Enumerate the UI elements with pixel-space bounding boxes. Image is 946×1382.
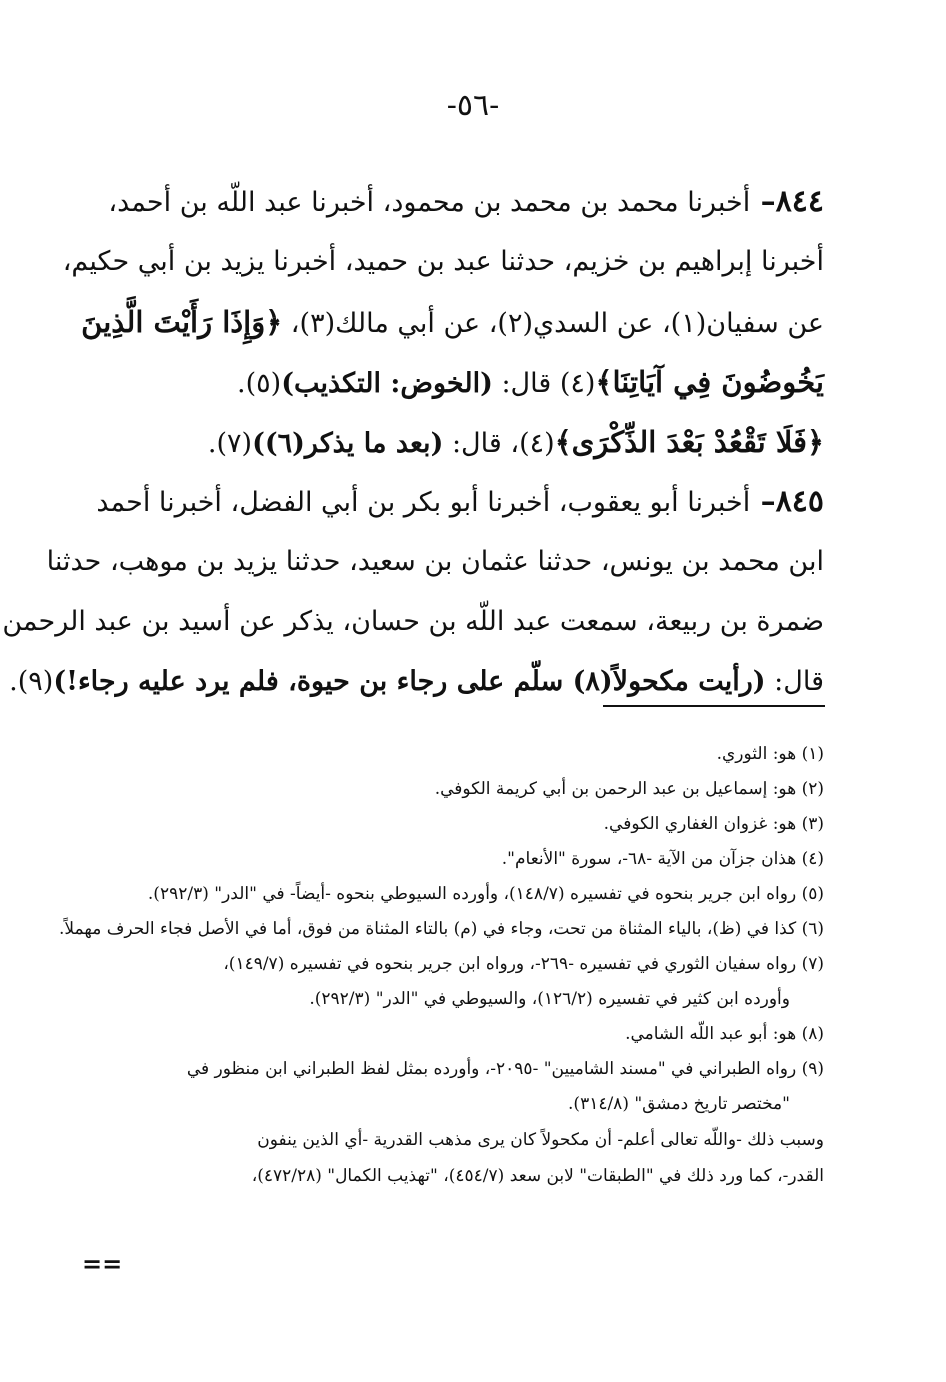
quran-verse: ﴿وَإِذَا رَأَيْتَ الَّذِينَ — [81, 305, 283, 339]
line-text: (٤) قال: — [492, 368, 596, 399]
footnote: (٢) هو: إسماعيل بن عبد الرحمن بن أبي كريمة الكوفي. — [434, 779, 824, 799]
footnote: (٥) رواه ابن جرير بنحوه في تفسيره (١٤٨/٧)، وأورده السيوطي بنحوه -أيضاً- في "الدر" (٢٩٢/٣). — [147, 884, 824, 904]
line-text: أخبرنا محمد بن محمد بن محمود، أخبرنا عبد اللّه بن أحمد، — [108, 187, 751, 218]
text-line — [2, 592, 824, 652]
line-tail: (٩). — [9, 666, 54, 697]
footnote-separator — [603, 705, 825, 707]
continuation-mark: == — [82, 1249, 123, 1278]
footnote-continuation: وأورده ابن كثير في تفسيره (١٢٦/٢)، والسيوطي في "الدر" (٢٩٢/٣). — [309, 989, 790, 1009]
footnote: (٣) هو: غزوان الغفاري الكوفي. — [603, 814, 824, 834]
footnote: (٩) رواه الطبراني في "مسند الشاميين" -٢٠٩٥-، وأورده بمثل لفظ الطبراني ابن منظور في — [186, 1059, 824, 1079]
line-text: ضمرة بن ربيعة، سمعت عبد اللّه بن حسان، يذكر عن أسيد بن عبد الرحمن — [2, 606, 824, 637]
footnotes — [59, 737, 824, 1194]
footnote: (٨) هو: أبو عبد اللّه الشامي. — [625, 1024, 824, 1044]
text-line — [78, 412, 824, 472]
footnote: (٦) كذا في (ظ)، بالياء المثناة من تحت، وجاء في (م) بالتاء المثناة من فوق، أما في الأصل فجاء الحرف مهملاً. — [59, 919, 824, 939]
quoted-statement: (الخوض: التكذيب) — [281, 368, 493, 399]
hadith-number: ٨٤٥– — [750, 484, 824, 519]
text-line — [78, 292, 824, 352]
quran-verse: يَخُوضُونَ فِي آيَاتِنَا﴾ — [595, 365, 824, 399]
line-text: (٤)، قال: — [443, 428, 555, 459]
footnote-note: القدر-، كما ورد ذلك في "الطبقات" لابن سعد (٤٥٤/٧)، "تهذيب الكمال" (٤٧٢/٢٨)، — [251, 1166, 824, 1186]
footnote: (٧) رواه سفيان الثوري في تفسيره -٢٦٩-، ورواه ابن جرير بنحوه في تفسيره (١٤٩/٧)، — [223, 954, 824, 974]
quran-verse: ﴿فَلَا تَقْعُدْ بَعْدَ الذِّكْرَى﴾ — [554, 425, 824, 459]
text-line — [62, 232, 824, 292]
footnote-continuation: "مختصر تاريخ دمشق" (٣١٤/٨). — [568, 1094, 790, 1114]
text-line — [78, 352, 824, 412]
line-text: ابن محمد بن يونس، حدثنا عثمان بن سعيد، حدثنا يزيد بن موهب، حدثنا — [46, 546, 824, 577]
footnote: (٤) هذان جزآن من الآية -٦٨-، سورة "الأنعام". — [501, 849, 824, 869]
hadith-number: ٨٤٤– — [750, 184, 824, 219]
line-tail: (٥). — [237, 368, 282, 399]
line-text: قال: — [765, 666, 824, 697]
quoted-statement: (بعد ما يذكر(٦)) — [252, 428, 444, 459]
line-text: عن سفيان(١)، عن السدي(٢)، عن أبي مالك(٣)، — [282, 308, 824, 339]
footnote-note: وسبب ذلك -واللّه تعالى أعلم- أن مكحولاً كان يرى مذهب القدرية -أي الذين ينفون — [257, 1130, 824, 1150]
line-text: أخبرنا إبراهيم بن خزيم، حدثنا عبد بن حميد، أخبرنا يزيد بن أبي حكيم، — [62, 246, 824, 277]
quoted-statement: (رأيت مكحولاً(٨) سلّم على رجاء بن حيوة، فلم يرد عليه رجاء!) — [53, 666, 766, 697]
footnote: (١) هو: الثوري. — [716, 744, 824, 764]
line-tail: (٧). — [207, 428, 253, 459]
text-line — [9, 652, 824, 712]
page-number: -٥٦- — [446, 88, 500, 123]
text-line — [46, 532, 824, 592]
text-line — [78, 472, 824, 532]
text-line — [78, 172, 824, 232]
line-text: أخبرنا أبو يعقوب، أخبرنا أبو بكر بن أبي الفضل، أخبرنا أحمد — [96, 487, 751, 518]
main-text — [2, 172, 824, 712]
